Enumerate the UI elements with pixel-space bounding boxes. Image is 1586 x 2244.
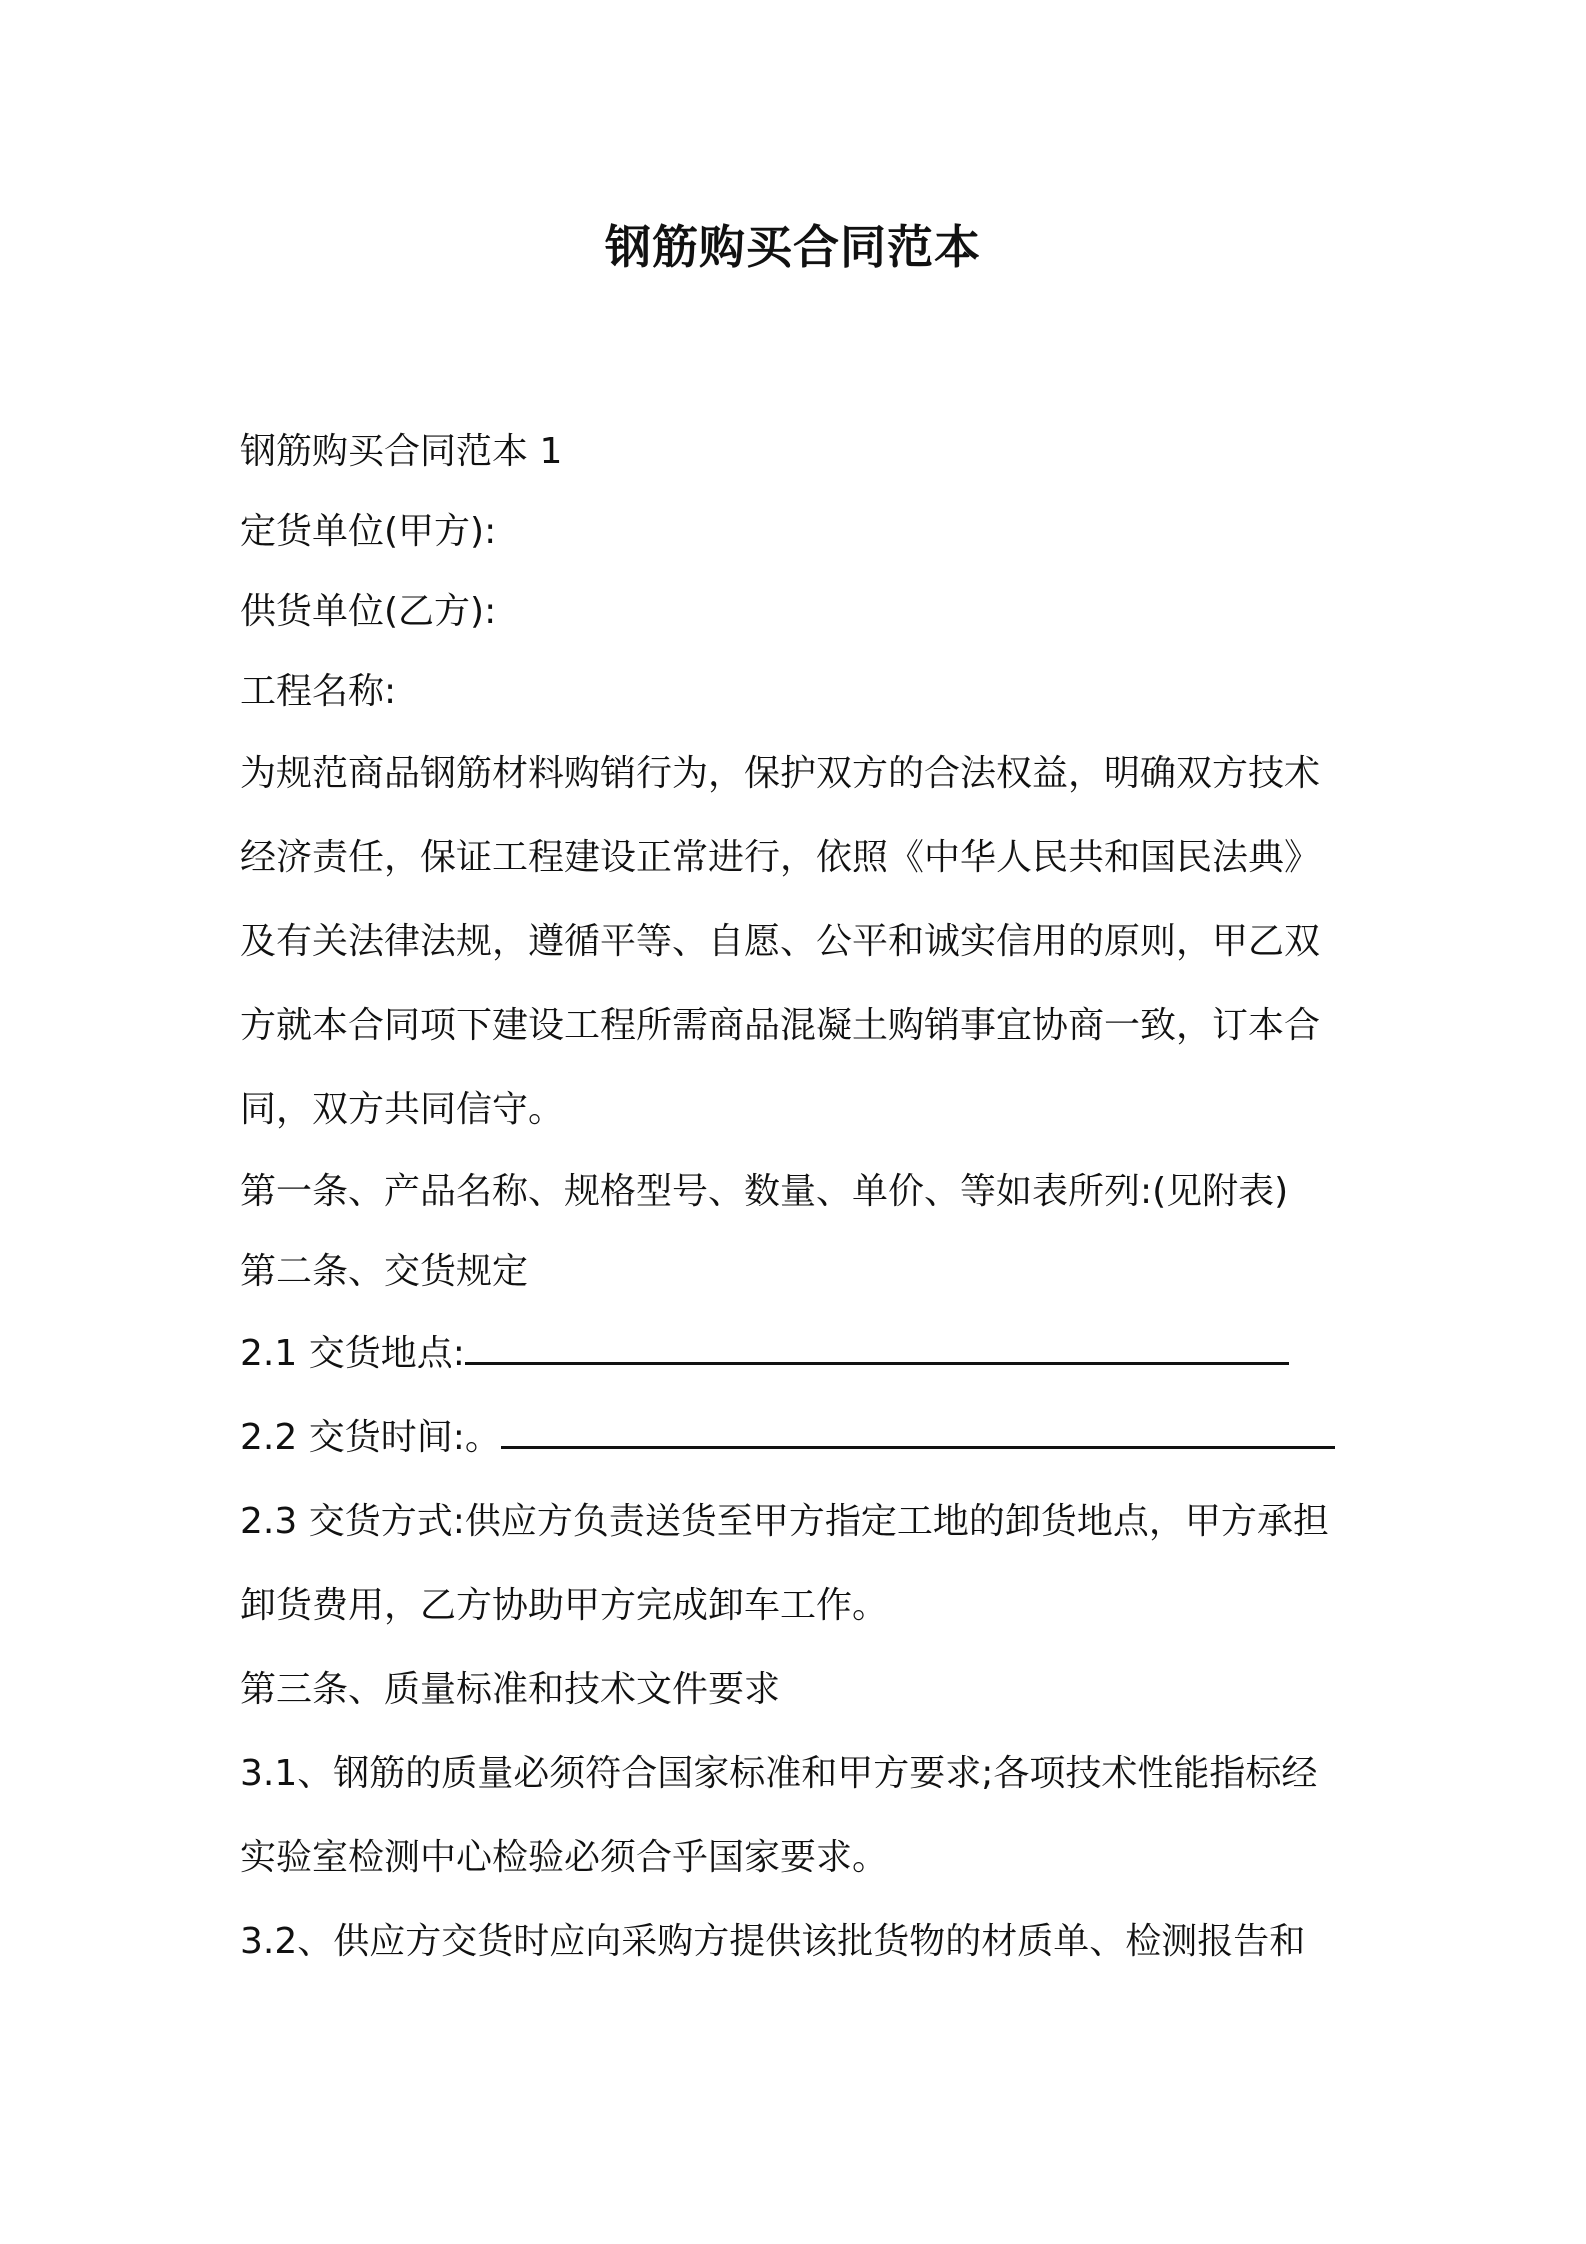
delivery-time-blank [501, 1418, 1335, 1449]
article-1-heading: 第一条、产品名称、规格型号、数量、单价、等如表所列:(见附表) [240, 1171, 1289, 1212]
clause-2-1-label: 2.1 交货地点: [240, 1333, 465, 1374]
clause-2-3-line: 2.3 交货方式:供应方负责送货至甲方指定工地的卸货地点，甲方承担 [240, 1501, 1329, 1542]
delivery-location-blank [465, 1334, 1289, 1365]
clause-2-2-label: 2.2 交货时间:。 [240, 1417, 501, 1458]
preamble-line: 经济责任，保证工程建设正常进行，依照《中华人民共和国民法典》 [240, 837, 1321, 878]
clause-2-2 [240, 1396, 1360, 1480]
party-b-line: 供货单位(乙方): [240, 591, 497, 632]
preamble-line: 为规范商品钢筋材料购销行为，保护双方的合法权益，明确双方技术 [240, 753, 1321, 794]
clause-2-3-line: 卸货费用，乙方协助甲方完成卸车工作。 [240, 1585, 889, 1626]
clause-3-1-line: 实验室检测中心检验必须合乎国家要求。 [240, 1837, 889, 1878]
clause-3-1-line: 3.1、钢筋的质量必须符合国家标准和甲方要求;各项技术性能指标经 [240, 1753, 1318, 1794]
project-name-line: 工程名称: [240, 671, 397, 712]
document-title: 钢筋购买合同范本 [605, 220, 981, 274]
article-2-heading: 第二条、交货规定 [240, 1251, 529, 1292]
contract-subtitle: 钢筋购买合同范本 1 [240, 431, 563, 472]
preamble-line: 及有关法律法规，遵循平等、自愿、公平和诚实信用的原则，甲乙双 [240, 921, 1321, 962]
article-3-heading: 第三条、质量标准和技术文件要求 [240, 1669, 781, 1710]
preamble-line: 同，双方共同信守。 [240, 1089, 565, 1130]
party-a-line: 定货单位(甲方): [240, 511, 497, 552]
clause-3-2-line: 3.2、供应方交货时应向采购方提供该批货物的材质单、检测报告和 [240, 1921, 1306, 1962]
preamble-line: 方就本合同项下建设工程所需商品混凝土购销事宜协商一致，订本合 [240, 1005, 1321, 1046]
document-body [240, 412, 1360, 1984]
clause-2-1 [240, 1312, 1360, 1396]
